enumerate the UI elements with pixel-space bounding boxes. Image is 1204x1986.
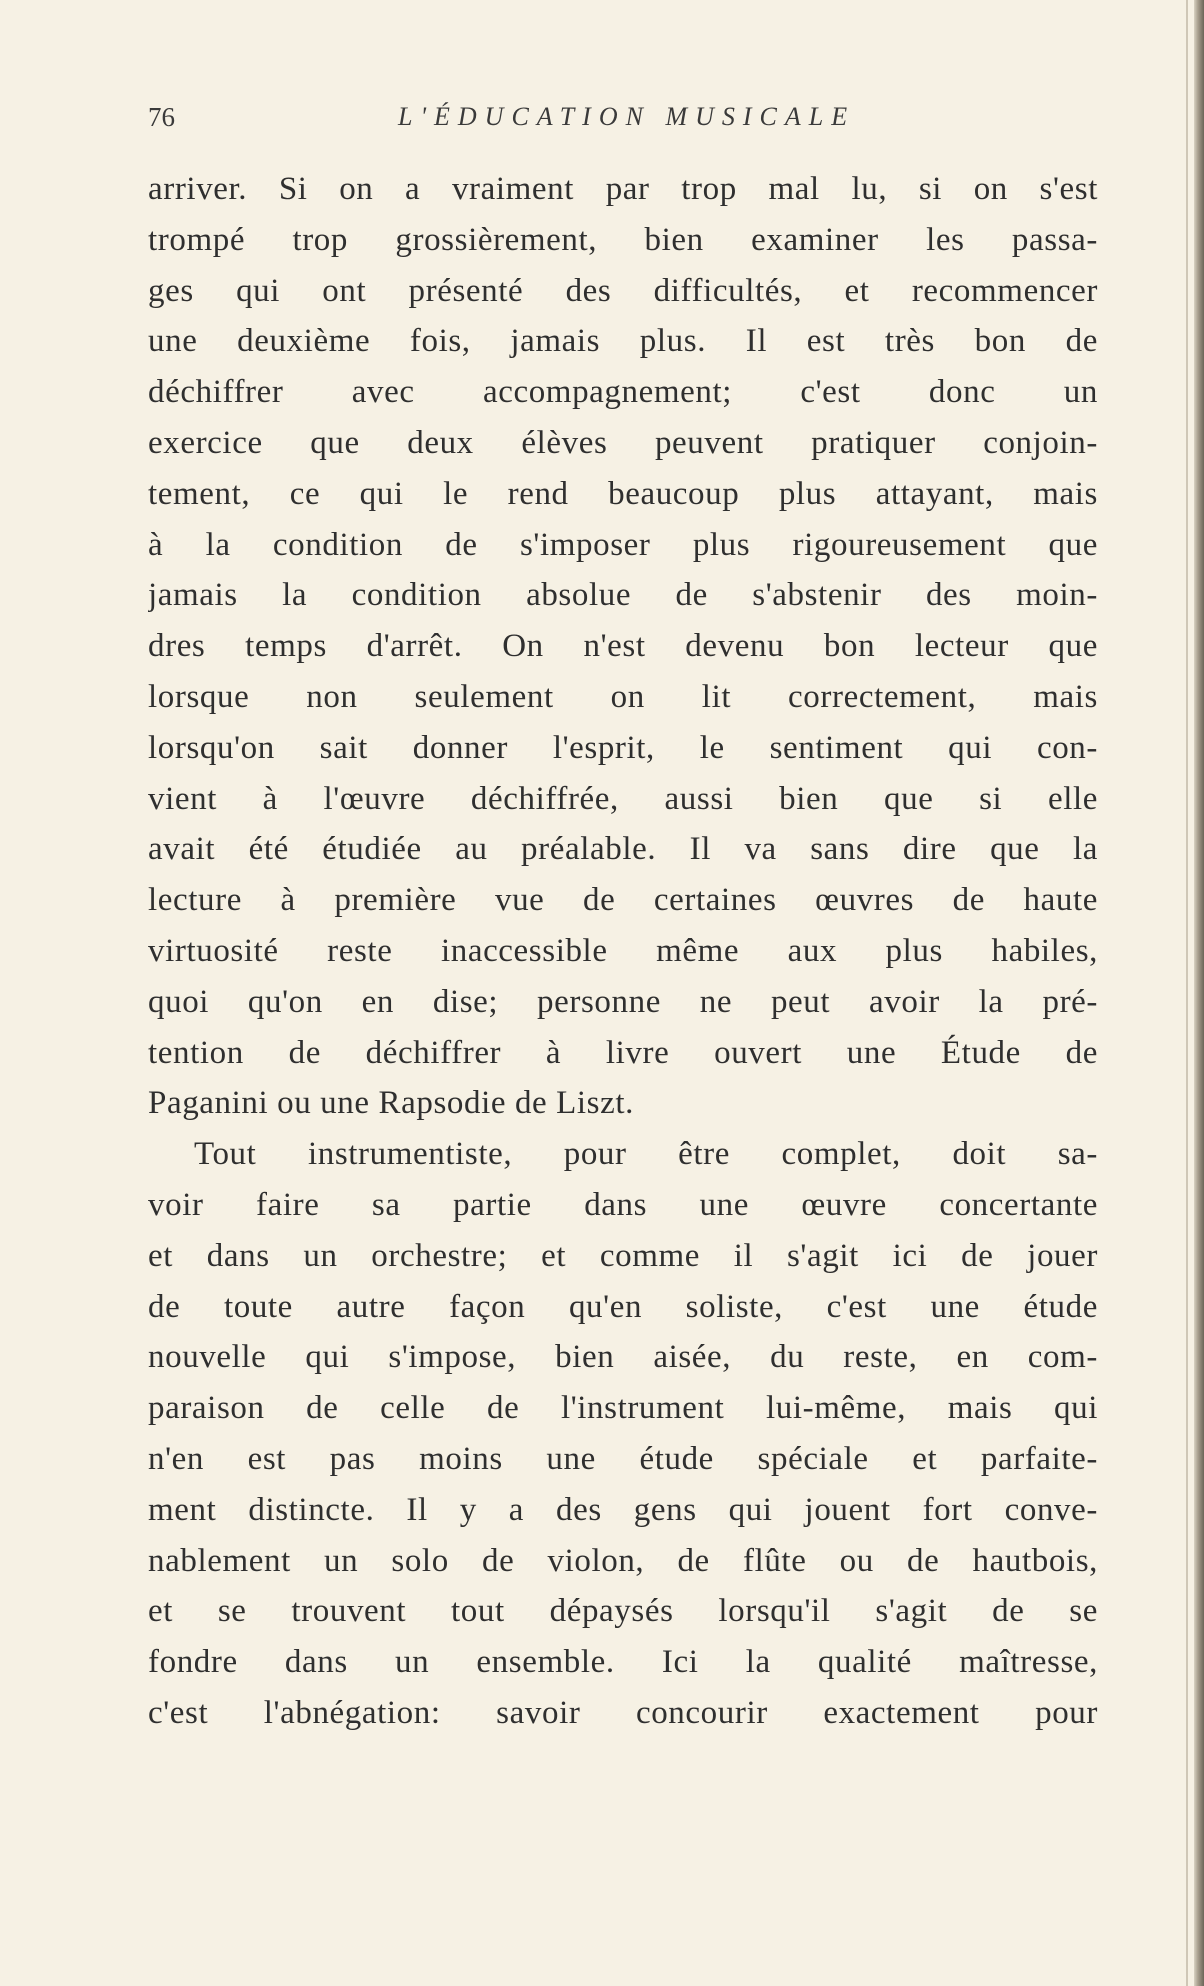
text-line: virtuosité reste inaccessible même aux plus habiles,: [148, 932, 1098, 969]
text-line: fondre dans un ensemble. Ici la qualité maîtresse,: [148, 1644, 1098, 1681]
text-line: tention de déchiffrer à livre ouvert une Étude de: [148, 1034, 1098, 1071]
paragraph-end-line: Paganini ou une Rapsodie de Liszt.: [148, 1085, 634, 1122]
text-line: une deuxième fois, jamais plus. Il est très bon de: [148, 323, 1098, 360]
text-line: trompé trop grossièrement, bien examiner les passa-: [148, 221, 1098, 258]
text-line: ges qui ont présenté des difficultés, et recommencer: [148, 272, 1098, 309]
text-line: et se trouvent tout dépaysés lorsqu'il s'agit de se: [148, 1593, 1098, 1630]
text-line: nouvelle qui s'impose, bien aisée, du reste, en com-: [148, 1339, 1098, 1376]
text-line: lorsque non seulement on lit correctement, mais: [148, 678, 1098, 715]
text-line: paraison de celle de l'instrument lui-même, mais qui: [148, 1390, 1098, 1427]
paragraph-start-line: Tout instrumentiste, pour être complet, doit sa-: [194, 1136, 1098, 1173]
text-line: lecture à première vue de certaines œuvres de haute: [148, 882, 1098, 919]
text-line: n'en est pas moins une étude spéciale et parfaite-: [148, 1440, 1098, 1477]
text-line: c'est l'abnégation: savoir concourir exactement pour: [148, 1694, 1098, 1731]
running-title: L'ÉDUCATION MUSICALE: [398, 102, 856, 131]
text-line: et dans un orchestre; et comme il s'agit ici de jouer: [148, 1237, 1098, 1274]
page-edge-line: [1186, 0, 1188, 1986]
text-line: avait été étudiée au préalable. Il va sans dire que la: [148, 831, 1098, 868]
text-line: nablement un solo de violon, de flûte ou de hautbois,: [148, 1542, 1098, 1579]
page-edge-shadow: [1194, 0, 1204, 1986]
text-line: dres temps d'arrêt. On n'est devenu bon lecteur que: [148, 628, 1098, 665]
text-line: lorsqu'on sait donner l'esprit, le sentiment qui con-: [148, 729, 1098, 766]
body-text: [148, 164, 1098, 1739]
text-line: tement, ce qui le rend beaucoup plus attayant, mais: [148, 475, 1098, 512]
text-line: quoi qu'on en dise; personne ne peut avoir la pré-: [148, 983, 1098, 1020]
page-header: [148, 102, 1096, 142]
text-line: ment distincte. Il y a des gens qui jouent fort conve-: [148, 1491, 1098, 1528]
text-line: exercice que deux élèves peuvent pratiquer conjoin-: [148, 424, 1098, 461]
text-line: jamais la condition absolue de s'abstenir des moin-: [148, 577, 1098, 614]
text-line: vient à l'œuvre déchiffrée, aussi bien que si elle: [148, 780, 1098, 817]
text-line: de toute autre façon qu'en soliste, c'est une étude: [148, 1288, 1098, 1325]
page-number: 76: [148, 102, 175, 132]
text-line: arriver. Si on a vraiment par trop mal lu, si on s'est: [148, 171, 1098, 207]
text-line: à la condition de s'imposer plus rigoureusement que: [148, 526, 1098, 563]
text-line: voir faire sa partie dans une œuvre concertante: [148, 1186, 1098, 1223]
text-line: déchiffrer avec accompagnement; c'est donc un: [148, 374, 1098, 411]
